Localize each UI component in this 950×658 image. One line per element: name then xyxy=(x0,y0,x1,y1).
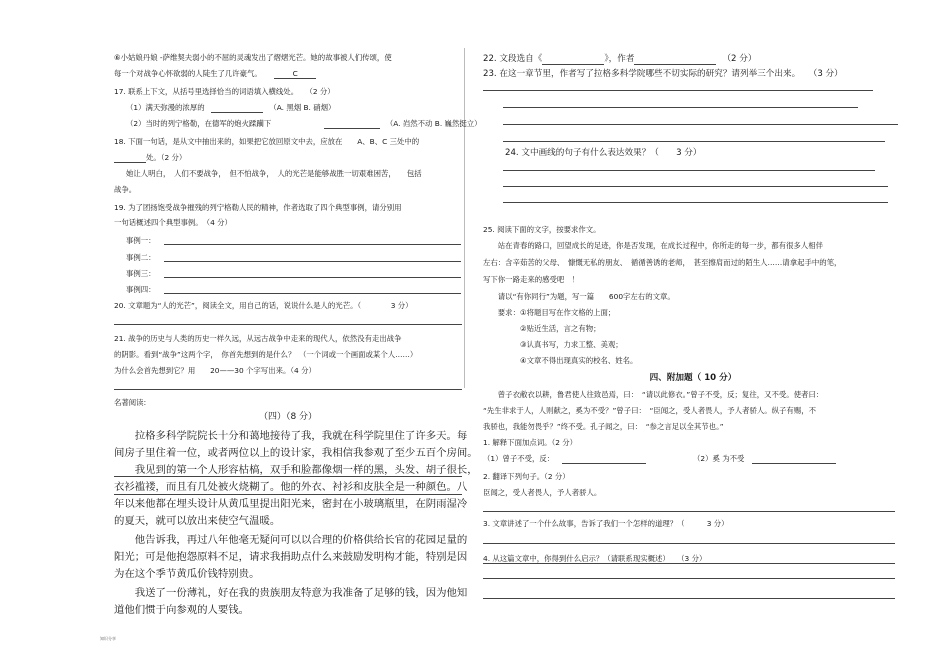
passage-line-1: 拉格多科学院院长十分和蔼地接待了我，我就在科学院里住了许多天。每 xyxy=(114,430,468,442)
passage-line-11: 道他们惯于向参观的人要钱。 xyxy=(114,604,250,616)
q17-2-blank[interactable] xyxy=(324,120,380,129)
footer-mark: 知识分享 xyxy=(100,636,116,641)
q20-answer-line[interactable] xyxy=(114,324,462,325)
extra-q4-answer-line-2[interactable] xyxy=(483,598,895,599)
q24-answer-line-3[interactable] xyxy=(503,202,888,203)
essay-line-1: 站在青春的路口，回望成长的足迹，你是否发现，在成长过程中，你所走的每一步，都有很多人相伴 xyxy=(483,241,823,250)
q21-answer-line[interactable] xyxy=(114,389,462,390)
q17-item-1: （1）满天弥漫的浓厚的 （A. 黑烟 B. 硝烟） xyxy=(126,103,336,112)
q23-answer-line-2[interactable] xyxy=(503,107,858,108)
q16-answer: C xyxy=(274,69,316,79)
extra-q1-prompt: 1. 解释下面加点词。（2 分） xyxy=(483,438,578,447)
extra-q4-answer-line-1[interactable] xyxy=(483,578,895,579)
extra-section-heading: 四、附加题（ 10 分） xyxy=(649,373,737,383)
section-4-heading: （四）（8 分） xyxy=(258,412,318,422)
classical-text-line-3: 我骄也，我能勿畏乎？”终不受。孔子闻之，曰： “参之言足以全其节也。” xyxy=(483,422,724,431)
extra-q1-item-1: （1）曾子不受，反： xyxy=(483,454,646,464)
extra-q2-sentence: 臣闻之，受人者畏人，予人者骄人。 xyxy=(483,488,602,497)
q22-author-blank[interactable] xyxy=(634,54,716,65)
q24-answer-line-1[interactable] xyxy=(503,170,875,171)
passage-line-9: 为在这个季节黄瓜价钱特别贵。 xyxy=(114,568,260,580)
q24-prompt: 24. 文中画线的句子有什么表达效果？（ 3 分） xyxy=(505,148,702,158)
essay-line-2: 左右：含辛茹苦的父母、 慷慨无私的朋友、 循循善诱的老师， 甚至擦肩而过的陌生人……请拿起手中的笔， xyxy=(483,258,842,267)
passage-underline-1 xyxy=(114,476,462,477)
passage-line-7: 他告诉我，再过八年他毫无疑问可以以合理的价格供给长官的花园足量的 xyxy=(114,534,468,546)
q22-book-blank[interactable] xyxy=(542,54,604,65)
q21-prompt: 21. 战争的历史与人类的历史一样久远，从远古战争中走来的现代人，依然没有走出战争 xyxy=(114,334,402,343)
extra-q4-prompt: 4. 从这篇文章中，你得到什么启示？（请联系现实概述） （3 分） xyxy=(483,554,707,563)
essay-requirement-3: ③认真书写，力求工整、美观； xyxy=(483,340,623,349)
extra-q1-2-blank[interactable] xyxy=(752,455,836,464)
passage-line-4: 衣衫褴褛，而且有几处被火烧糊了。他的外衣、衬衫和皮肤全是一种颜色。八 xyxy=(114,481,468,493)
extra-q2-prompt: 2. 翻译下列句子。（2 分） xyxy=(483,472,570,481)
q18-quote: 她让人明白， 人们不要战争， 但不怕战争， 人的光芒是能够战胜一切艰难困苦， 包括 xyxy=(126,169,422,178)
passage-underline-2 xyxy=(114,494,462,495)
q17-item-2: （2）当时的列宁格勒，在德军的炮火蹂躏下 （A. 岿然不动 B. 巍然挺立） xyxy=(126,119,482,128)
passage-line-5: 年以来他都在埋头设计从黄瓜里提出阳光来，密封在小玻璃瓶里，在阴雨湿冷 xyxy=(114,498,468,510)
extra-q2-answer-line[interactable] xyxy=(483,511,895,512)
classical-text-line-2: “先生非求于人，人则献之，奚为不受？”曾子曰： “臣闻之，受人者畏人，予人者骄人。纵子有赐，不 xyxy=(483,406,816,415)
q25-prompt: 25. 阅读下面的文字，按要求作文。 xyxy=(483,225,601,234)
q21-prompt-2: 的阴影。看到“战争”这两个字， 你首先想到的是什么？ （一个词或一个画面或某个人……） xyxy=(114,350,418,359)
passage-line-6: 的夏天，就可以放出来使空气温暖。 xyxy=(114,515,281,527)
q19-prompt-2: 一句话概述四个典型事例。 （4 分） xyxy=(114,218,232,227)
passage-line-10: 我送了一份薄礼，好在我的贵族朋友特意为我准备了足够的钱，因为他知 xyxy=(114,587,468,599)
event-1-label: 事例一： xyxy=(126,236,156,245)
event-3-label: 事例三： xyxy=(126,269,156,278)
q19-prompt: 19. 为了团扬饱受战争摧残的列宁格勒人民的精神，作者选取了四个典型事例，请分别用 xyxy=(114,203,402,212)
classical-text-line-1: 曾子衣敝衣以耕，鲁君使人往致邑焉，曰： “请以此修衣。”曾子不受，反；复往，又不受。使者曰： xyxy=(483,390,824,399)
q20-prompt: 20. 文章题为“人的光芒”，阅读全文，用自己的话，说说什么是人的光芒。（ 3 分） xyxy=(114,301,413,310)
q16-continuation: ⑥小姑娘丹娘 -萨维契夫弱小的不屈的灵魂发出了熠熠光芒。她的故事被人们传颂，使 xyxy=(114,53,392,62)
essay-line-4: 请以“有你同行”为题，写一篇 600字左右的文章。 xyxy=(483,292,675,301)
extra-q3-answer-line-1[interactable] xyxy=(483,543,895,544)
q22-prompt: 22. 文段选自《 》，作者 （2 分） xyxy=(483,54,757,64)
q23-answer-line-3[interactable] xyxy=(503,124,898,125)
q18-quote-2: 战争。 xyxy=(114,185,137,194)
essay-line-3: 写下你一路走来的感受吧 ！ xyxy=(483,275,580,284)
passage-line-2: 间房子里住着一位，或者两位以上的设计家，我相信我参观了至少五百个房间。 xyxy=(114,447,478,459)
q23-answer-line-4[interactable] xyxy=(503,141,885,142)
event-1-answer-line[interactable] xyxy=(164,244,461,245)
q18-prompt: 18. 下面一句话，是从文中抽出来的，如果把它放回原文中去，应放在 A、B、C 三处中的 xyxy=(114,137,420,146)
event-2-label: 事例二： xyxy=(126,253,156,262)
q18-blank[interactable] xyxy=(114,154,146,163)
event-2-answer-line[interactable] xyxy=(164,261,461,262)
event-4-answer-line[interactable] xyxy=(164,293,461,294)
passage-line-3: 我见到的第一个人形容枯槁，双手和脸都像烟一样的黑，头发、胡子很长， xyxy=(114,464,478,476)
q24-answer-line-2[interactable] xyxy=(503,186,888,187)
q23-answer-line-1[interactable] xyxy=(483,90,873,91)
q17-1-blank[interactable] xyxy=(211,104,263,113)
event-4-label: 事例四： xyxy=(126,285,156,294)
essay-requirement-2: ②贴近生活，言之有物； xyxy=(483,324,601,333)
q17-prompt: 17. 联系上下文，从括号里选择恰当的词语填入横线处。 （2 分） xyxy=(114,87,335,96)
passage-line-8: 阳光；可是他抱怨原料不足，请求我捐助点什么来鼓励发明构才能，特别是因 xyxy=(114,551,468,563)
extra-q3-prompt: 3. 文章讲述了一个什么故事，告诉了我们一个怎样的道理？（ 3 分） xyxy=(483,519,729,528)
extra-q1-1-blank[interactable] xyxy=(562,455,646,464)
q21-prompt-3: 为什么会首先想到它？用 20——30 个字写出来。（4 分） xyxy=(114,366,316,375)
famous-book-reading-heading: 名著阅读: xyxy=(114,398,147,407)
extra-q1-item-2: （2）奚 为不受 xyxy=(693,454,836,464)
q23-prompt: 23. 在这一章节里，作者写了拉格多科学院哪些不切实际的研究？请列举三个出来。 （3 分） xyxy=(483,69,843,79)
essay-requirement-1: 要求：①将题目写在作文格的上面； xyxy=(483,308,616,317)
column-divider xyxy=(464,48,465,388)
q18-prompt-2: 处。（2 分） xyxy=(114,153,186,163)
essay-requirement-4: ④文章不得出现真实的校名、姓名。 xyxy=(483,356,638,365)
q16-continuation-2: 每一个对战争心怀欲弱的人陡生了几许豪气。 C xyxy=(114,69,316,79)
event-3-answer-line[interactable] xyxy=(164,277,461,278)
